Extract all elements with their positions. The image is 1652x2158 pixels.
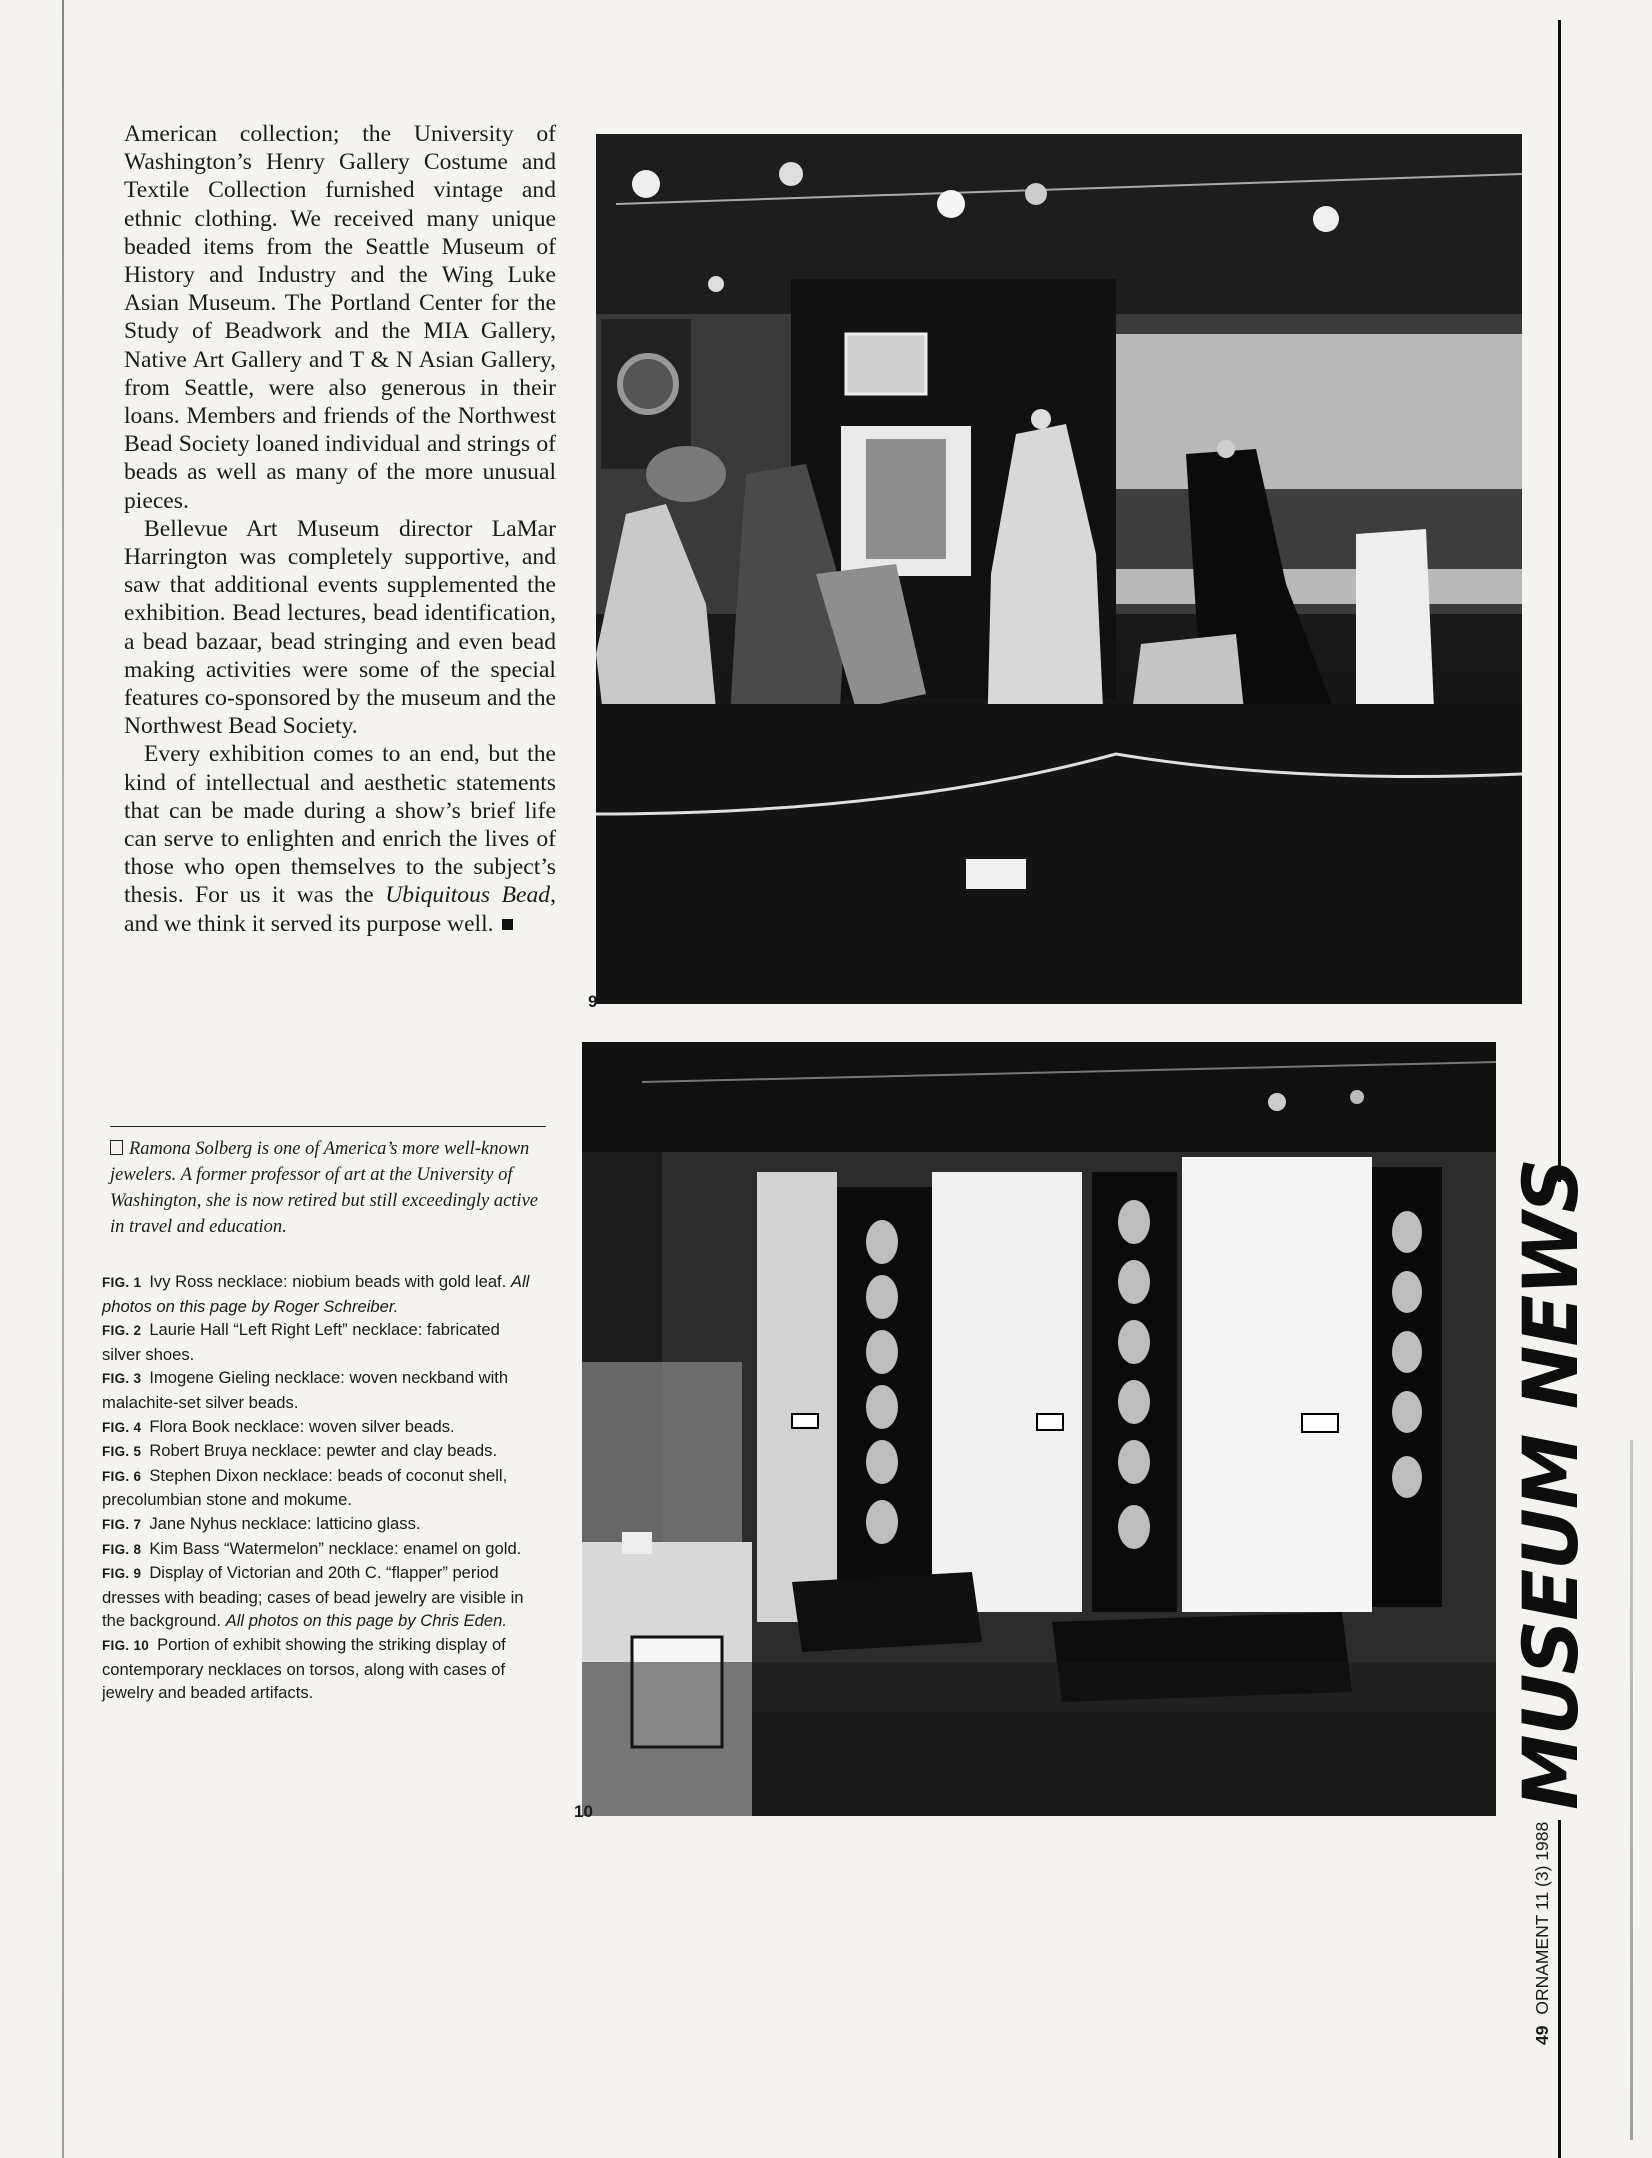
caption-label: FIG. 6	[102, 1468, 142, 1484]
bio-divider	[110, 1126, 546, 1127]
caption-label: FIG. 2	[102, 1323, 142, 1339]
article-paragraph-3	[124, 740, 556, 937]
article-paragraph-1: American collection; the University of Washington’s Henry Gallery Costume and Textile Collection furnished vintage and ethnic clothing. We received many unique beaded items from the Seattle Museum of History and Industry and the Wing Luke Asian Museum. The Portland Center for the Study of Beadwork and the MIA Gallery, Native Art Gallery and T & N Asian Gallery, from Seattle, were also generous in their loans. Members and friends of the Northwest Bead Society loaned individual and strings of beads as well as many of the more unusual pieces.	[124, 121, 556, 514]
article-body	[124, 120, 556, 938]
caption-text: Flora Book necklace: woven silver beads.	[149, 1416, 455, 1436]
caption-label: FIG. 10	[102, 1637, 150, 1653]
caption-label: FIG. 7	[102, 1516, 142, 1532]
end-of-article-mark	[502, 919, 513, 930]
caption-label: FIG. 3	[102, 1371, 142, 1387]
caption-label: FIG. 9	[102, 1566, 142, 1582]
article-paragraph-2: Bellevue Art Museum director LaMar Harrington was completely supportive, and saw that additional events supplemented the exhibition. Bead lectures, bead identification, a bead bazaar, bead stringing and even bead making activities were some of the special features co-sponsored by the museum and the Northwest Bead Society.	[124, 515, 556, 740]
right-margin-rule-top	[1558, 20, 1561, 1182]
caption-text: Robert Bruya necklace: pewter and clay beads.	[149, 1441, 498, 1461]
caption-fig-2	[102, 1318, 534, 1366]
caption-text: Display of Victorian and 20th C. “flapper” period dresses with beading; cases of bead jewelry are visible in the background.	[102, 1563, 524, 1631]
figure-9-number: 9	[588, 992, 598, 1011]
binding-edge	[62, 0, 64, 2158]
caption-text: Ivy Ross necklace: niobium beads with gold leaf.	[149, 1272, 507, 1291]
bio-box-icon	[110, 1140, 123, 1155]
section-title: MUSEUM NEWS	[1506, 1159, 1595, 1810]
caption-text: Kim Bass “Watermelon” necklace: enamel on gold.	[149, 1538, 522, 1558]
right-margin-rule-bottom	[1558, 1820, 1561, 2158]
caption-text: Portion of exhibit showing the striking display of contemporary necklaces on torsos, along with cases of jewelry and beaded artifacts.	[102, 1634, 506, 1703]
caption-label: FIG. 5	[102, 1444, 142, 1460]
caption-label: FIG. 4	[102, 1419, 142, 1435]
caption-fig-5	[102, 1439, 534, 1464]
caption-fig-6	[102, 1464, 534, 1512]
figure-10-number: 10	[574, 1802, 593, 1821]
caption-text: Stephen Dixon necklace: beads of coconut shell, precolumbian stone and mokume.	[102, 1465, 508, 1510]
caption-label: FIG. 1	[102, 1275, 142, 1290]
page-folio	[1532, 1822, 1553, 2045]
caption-fig-7	[102, 1512, 534, 1537]
caption-fig-3	[102, 1366, 534, 1414]
caption-text: Imogene Gieling necklace: woven neckband with malachite-set silver beads.	[102, 1368, 509, 1412]
gallery-necklace-display-image	[582, 1042, 1496, 1816]
photo-credit: All photos on this page by Roger Schreiber.	[102, 1272, 530, 1316]
caption-fig-8	[102, 1537, 534, 1562]
folio-text: ORNAMENT 11 (3) 1988	[1532, 1821, 1552, 2015]
exhibition-title: Ubiquitous Bead	[385, 882, 551, 909]
caption-text: Jane Nyhus necklace: latticino glass.	[149, 1513, 421, 1533]
page-number: 49	[1532, 2025, 1552, 2045]
gallery-dress-display-image	[596, 134, 1522, 1004]
caption-text: Laurie Hall “Left Right Left” necklace: fabricated silver shoes.	[102, 1320, 500, 1364]
figure-9-photo	[596, 134, 1522, 1004]
caption-fig-9	[102, 1561, 534, 1633]
caption-fig-1	[102, 1270, 534, 1318]
caption-label: FIG. 8	[102, 1541, 142, 1557]
figure-captions	[102, 1270, 534, 1705]
figure-10-photo	[582, 1042, 1496, 1816]
caption-fig-4	[102, 1415, 534, 1440]
paragraph-3-text-before: Every exhibition comes to an end, but the kind of intellectual and aesthetic statements that can be made during a show’s brief life can serve to enlighten and enrich the lives of those who open themselves to the subject’s thesis. For us it was the	[124, 741, 556, 909]
photo-credit: All photos on this page by Chris Eden.	[225, 1611, 507, 1631]
caption-fig-10	[102, 1633, 534, 1705]
author-bio	[110, 1136, 546, 1240]
page-fold-shadow	[1630, 1440, 1633, 2140]
paragraph-3-text-after: , and we think it served its purpose well.	[124, 882, 556, 937]
author-bio-text: Ramona Solberg is one of America’s more well-known jewelers. A former professor of art at the University of Washington, she is now retired but still exceedingly active in travel and education.	[110, 1139, 538, 1237]
